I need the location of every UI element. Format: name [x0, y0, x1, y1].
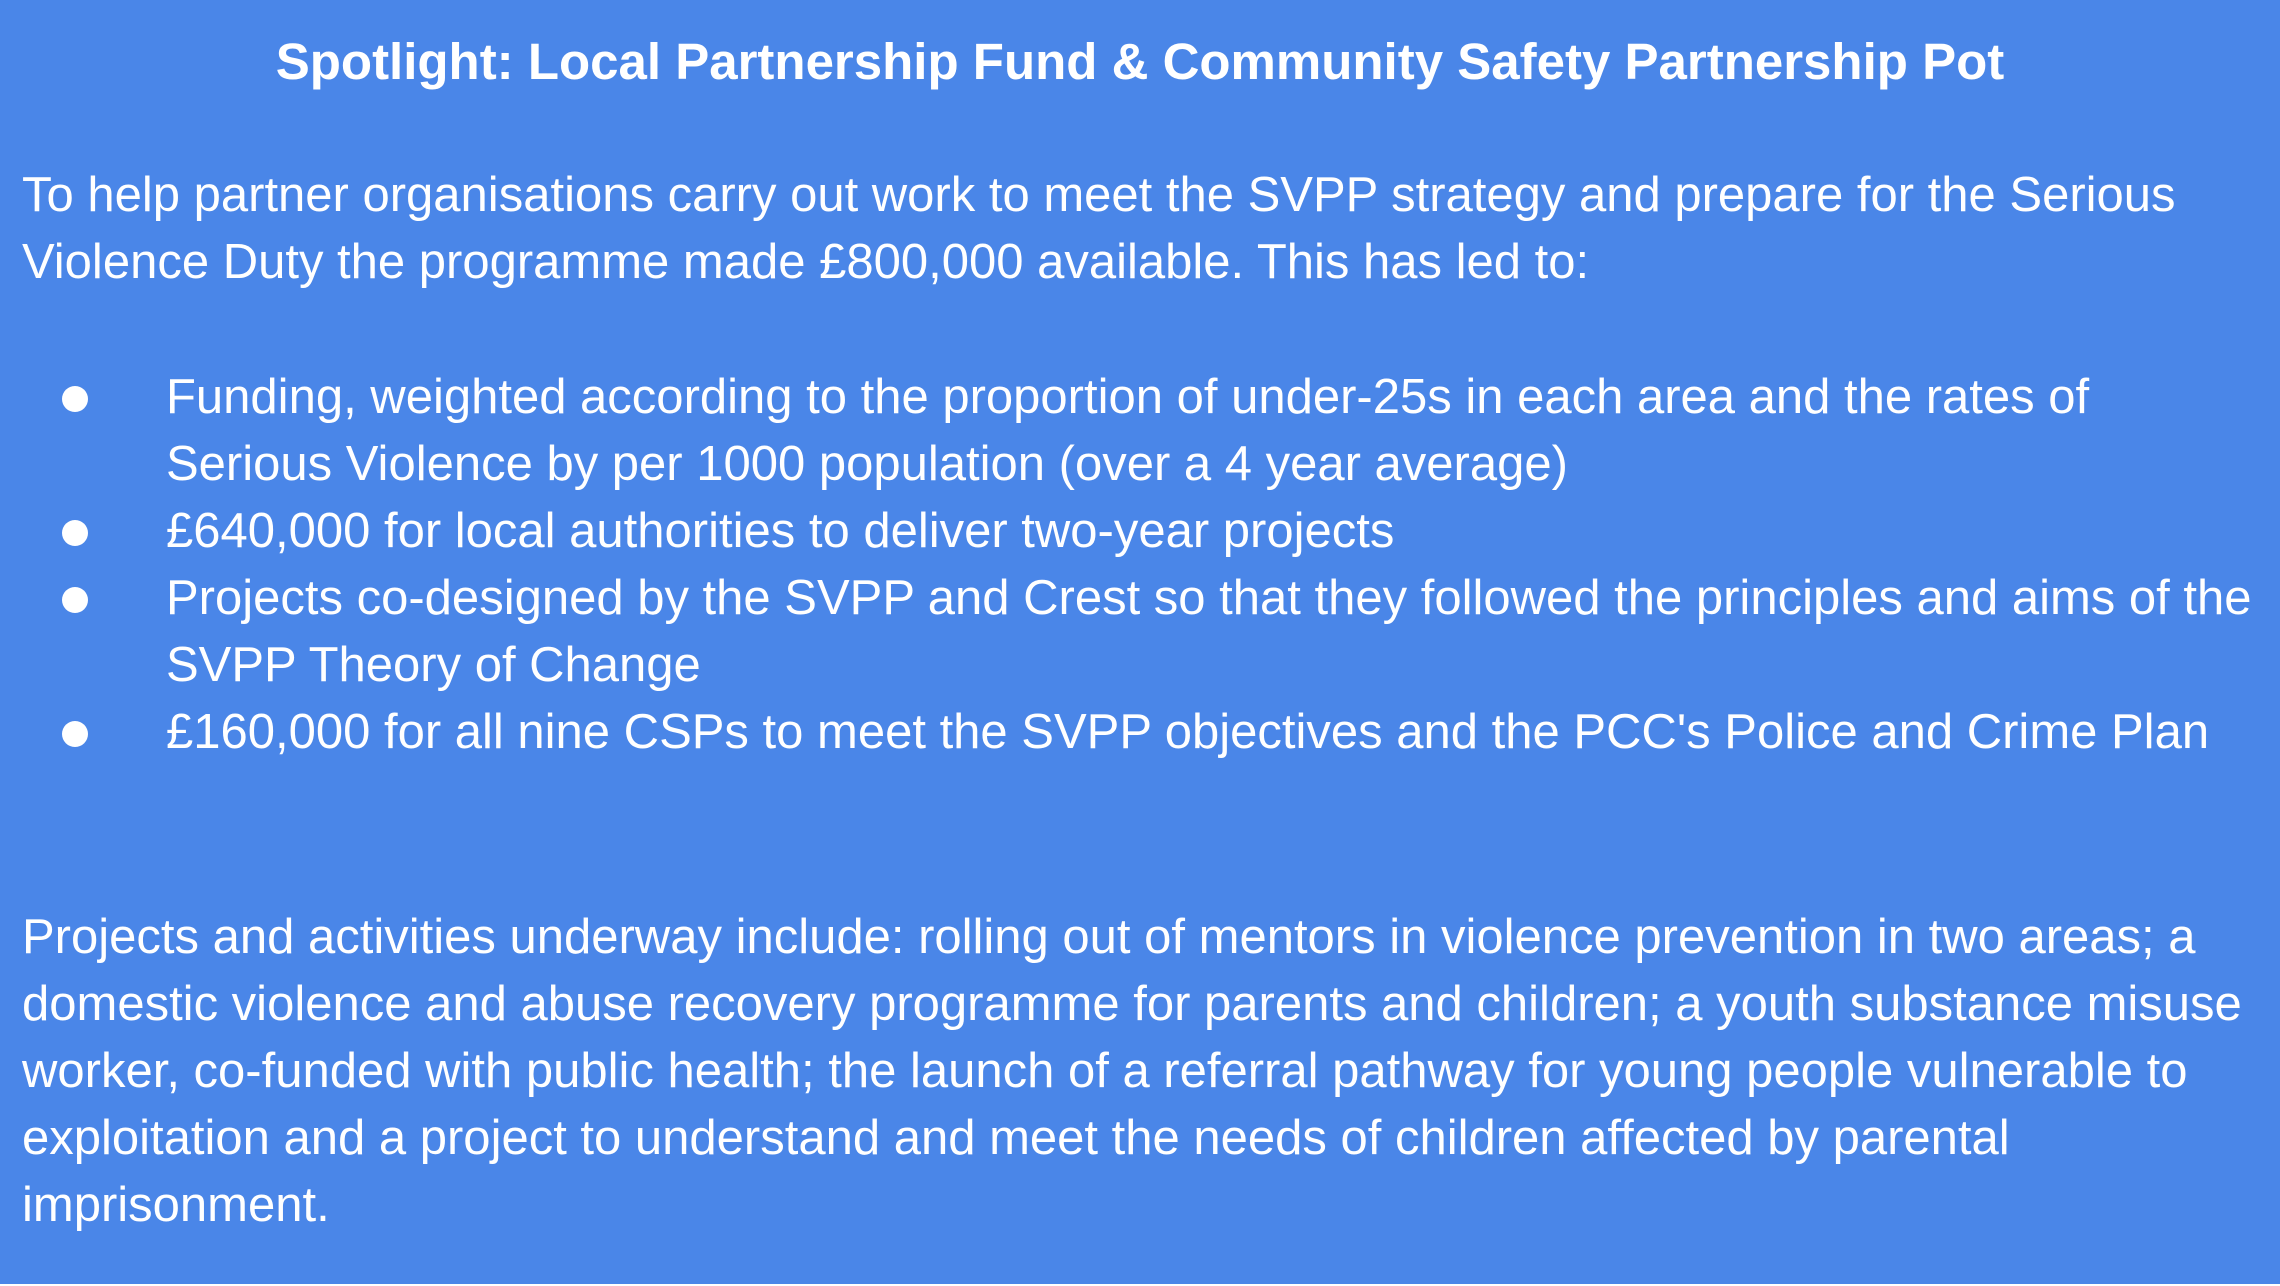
list-item — [0, 699, 2256, 766]
list-item — [0, 565, 2256, 699]
list-item-text: Projects co-designed by the SVPP and Crest so that they followed the principles and aims of the SVPP Theory of Change — [166, 571, 2252, 692]
list-item — [0, 364, 2256, 498]
page-title: Spotlight: Local Partnership Fund & Community Safety Partnership Pot — [275, 33, 2005, 90]
list-item-text: £640,000 for local authorities to deliver two-year projects — [166, 504, 1395, 558]
bullet-icon — [62, 520, 88, 546]
summary-paragraph: Projects and activities underway include: rolling out of mentors in violence prevention in two areas; a domestic violence and abuse recovery programme for parents and children; a youth substance misuse worker, co-funded with public health; the launch of a referral pathway for young people vulnerable to exploitation and a project to understand and meet the needs of children affected by parental imprisonment. — [22, 910, 2242, 1232]
bullet-icon — [62, 721, 88, 747]
outcome-list — [0, 364, 2280, 766]
list-item-text: £160,000 for all nine CSPs to meet the SVPP objectives and the PCC's Police and Crime Plan — [166, 705, 2210, 759]
intro-paragraph: To help partner organisations carry out work to meet the SVPP strategy and prepare for the Serious Violence Duty the programme made £800,000 available. This has led to: — [22, 168, 2176, 289]
bullet-icon — [62, 587, 88, 613]
list-item-text: Funding, weighted according to the proportion of under-25s in each area and the rates of Serious Violence by per 1000 population (over a 4 year average) — [166, 370, 2090, 491]
bullet-icon — [62, 386, 88, 412]
list-item — [0, 498, 2256, 565]
